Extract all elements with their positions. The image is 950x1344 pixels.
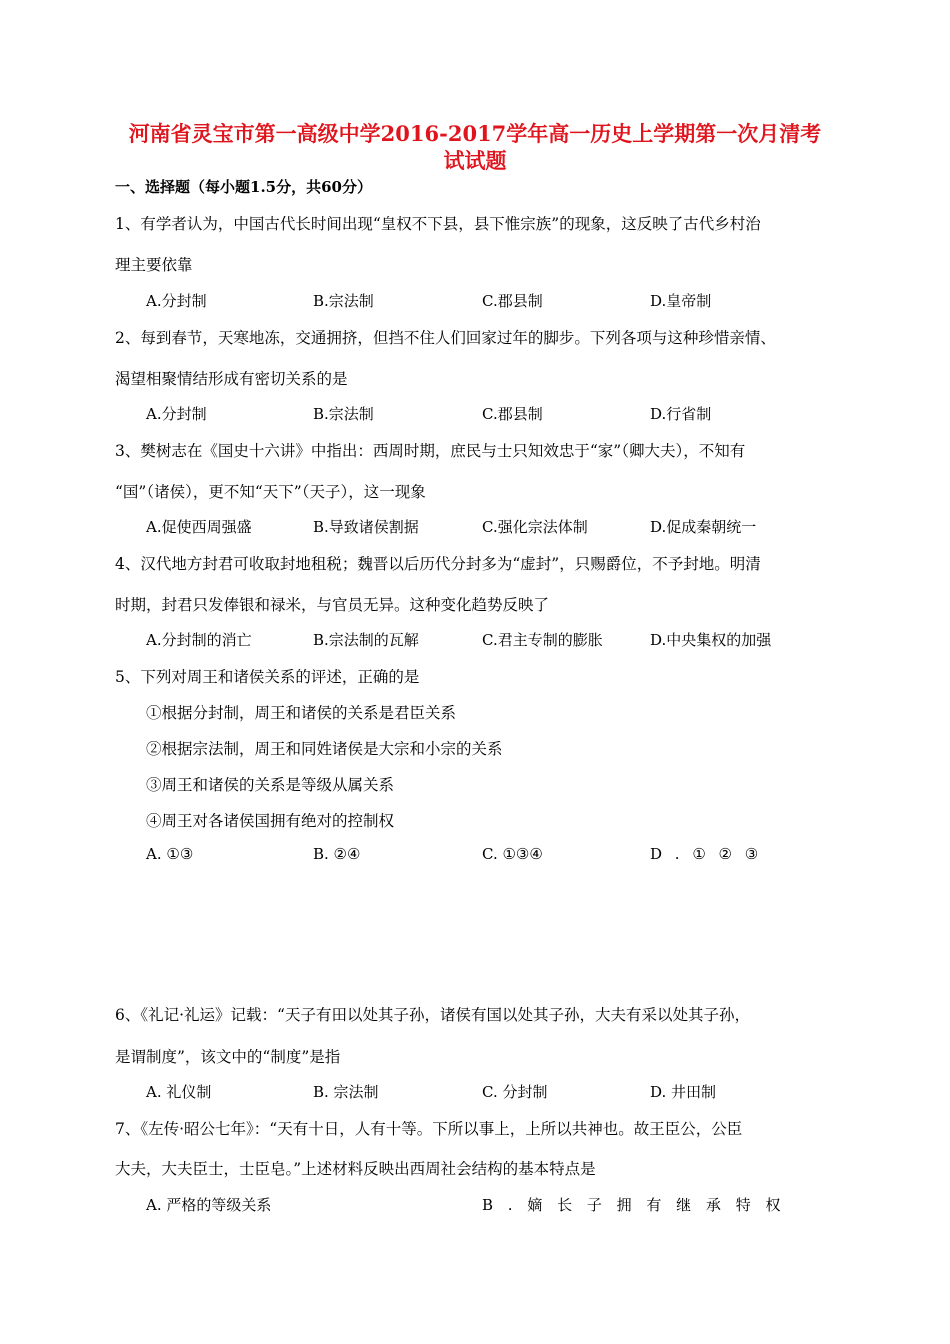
question-3-option-d: D.促成秦朝统一 [650,518,757,536]
document-title-line-2: 试试题 [443,148,507,173]
question-6-option-c: C. 分封制 [482,1083,548,1101]
question-4-option-c: C.君主专制的膨胀 [482,631,603,649]
question-5-statement-2: ②根据宗法制，周王和同姓诸侯是大宗和小宗的关系 [146,740,503,758]
question-7-line-1: 7、《左传·昭公七年》：“天有十日，人有十等。下所以事上，上所以共神也。故王臣公，公臣 [115,1120,743,1138]
question-2-line-2: 渴望相聚情结形成有密切关系的是 [115,370,348,388]
question-5-statement-4: ④周王对各诸侯国拥有绝对的控制权 [146,812,395,830]
question-2-option-b: B.宗法制 [313,405,374,423]
question-7-option-a: A. 严格的等级关系 [146,1196,272,1214]
question-5-option-c: C. ①③④ [482,845,543,863]
question-6-option-a: A. 礼仪制 [146,1083,212,1101]
question-1-option-d: D.皇帝制 [650,292,712,310]
question-2-option-c: C.郡县制 [482,405,543,423]
question-2-line-1: 2、每到春节，天寒地冻，交通拥挤，但挡不住人们回家过年的脚步。下列各项与这种珍惜亲情、 [115,329,776,347]
question-2-option-d: D.行省制 [650,405,712,423]
question-4-line-1: 4、汉代地方封君可收取封地租税；魏晋以后历代分封多为“虚封”，只赐爵位，不予封地。明清 [115,555,761,573]
question-5-statement-1: ①根据分封制，周王和诸侯的关系是君臣关系 [146,704,457,722]
document-title-line-1: 河南省灵宝市第一高级中学2016-2017学年高一历史上学期第一次月清考 [128,121,822,146]
question-6-option-b: B. 宗法制 [313,1083,379,1101]
question-3-option-c: C.强化宗法体制 [482,518,588,536]
question-4-option-a: A.分封制的消亡 [146,631,252,649]
question-1-option-c: C.郡县制 [482,292,543,310]
question-4-option-d: D.中央集权的加强 [650,631,772,649]
question-3-option-a: A.促使西周强盛 [146,518,252,536]
question-5-option-a: A. ①③ [146,845,194,863]
question-1-line-2: 理主要依靠 [115,256,193,274]
question-4-option-b: B.宗法制的瓦解 [313,631,419,649]
question-3-line-1: 3、樊树志在《国史十六讲》中指出：西周时期，庶民与士只知效忠于“家”（卿大夫），不知有 [115,442,746,460]
question-1-line-1: 1、有学者认为，中国古代长时间出现“皇权不下县，县下惟宗族”的现象，这反映了古代乡村治 [115,215,761,233]
question-7-line-2: 大夫，大夫臣士，士臣皂。”上述材料反映出西周社会结构的基本特点是 [115,1160,596,1178]
question-1-option-a: A.分封制 [146,292,207,310]
question-6-line-2: 是谓制度”，该文中的“制度”是指 [115,1048,341,1066]
question-5-option-d: D . ① ② ③ [650,845,759,863]
question-5-statement-3: ③周王和诸侯的关系是等级从属关系 [146,776,395,794]
question-1-option-b: B.宗法制 [313,292,374,310]
question-2-option-a: A.分封制 [146,405,207,423]
question-6-line-1: 6、《礼记·礼运》记载：“天子有田以处其子孙，诸侯有国以处其子孙，大夫有采以处其子孙， [115,1006,750,1024]
question-3-option-b: B.导致诸侯割据 [313,518,419,536]
question-3-line-2: “国”（诸侯），更不知“天下”（天子），这一现象 [115,483,426,501]
question-5-line-1: 5、下列对周王和诸侯关系的评述，正确的是 [115,668,420,686]
question-5-option-b: B. ②④ [313,845,361,863]
question-4-line-2: 时期，封君只发俸银和禄米，与官员无异。这种变化趋势反映了 [115,596,550,614]
question-7-option-b: B . 嫡 长 子 拥 有 继 承 特 权 [482,1196,781,1214]
section-heading: 一、选择题（每小题1.5分，共60分） [115,178,372,196]
question-6-option-d: D. 井田制 [650,1083,717,1101]
